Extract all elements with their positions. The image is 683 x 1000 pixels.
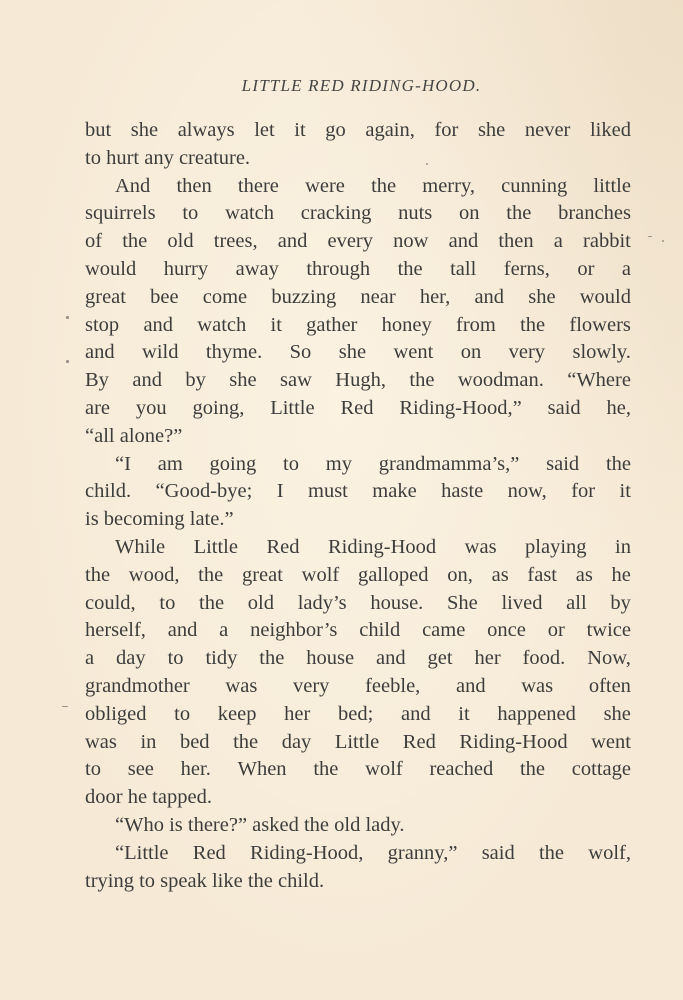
word: child xyxy=(359,619,401,642)
word: neighbor’s xyxy=(250,619,338,642)
word: child. xyxy=(85,480,132,503)
word: going, xyxy=(192,396,245,419)
word: he xyxy=(611,563,631,586)
word: Hugh, xyxy=(335,369,386,392)
word: he, xyxy=(606,396,631,419)
word: “Where xyxy=(567,369,631,392)
word: Red xyxy=(192,841,226,864)
word: wolf, xyxy=(588,841,631,864)
word: tidy xyxy=(205,647,238,670)
word: lived xyxy=(501,591,543,614)
word: cunning xyxy=(501,174,568,197)
word: great xyxy=(85,285,126,308)
word: Little xyxy=(334,730,380,753)
word: she xyxy=(229,369,257,392)
word: twice xyxy=(586,619,631,642)
word: grandmother xyxy=(85,674,190,697)
word: the xyxy=(122,230,148,253)
word: fast xyxy=(527,563,557,586)
word: great xyxy=(241,563,283,586)
text-line xyxy=(85,117,631,145)
line-text: door he tapped. xyxy=(85,786,212,809)
word: rabbit xyxy=(583,230,631,253)
word: So xyxy=(289,341,312,364)
word: and xyxy=(474,285,505,308)
word: to xyxy=(159,591,176,614)
word: and xyxy=(167,619,198,642)
word: the xyxy=(506,202,532,225)
running-head xyxy=(0,76,683,96)
word: nuts xyxy=(398,202,433,225)
word: saw xyxy=(280,369,312,392)
word: grandmamma’s,” xyxy=(378,452,520,475)
word: cottage xyxy=(571,758,631,781)
word: ferns, xyxy=(503,257,550,280)
word: get xyxy=(427,647,453,670)
word: her, xyxy=(419,285,451,308)
word: lady’s xyxy=(297,591,347,614)
word: as xyxy=(575,563,593,586)
margin-speck xyxy=(66,316,69,319)
word: to xyxy=(283,452,299,475)
text-line xyxy=(85,284,631,312)
word: tall xyxy=(450,257,477,280)
word: never xyxy=(524,119,571,141)
word: bed xyxy=(179,730,210,753)
word: She xyxy=(447,591,478,614)
word: and xyxy=(401,702,431,725)
word: she xyxy=(477,119,506,141)
text-line xyxy=(85,562,631,590)
word: my xyxy=(325,452,352,475)
line-text: to hurt any creature. xyxy=(85,146,251,169)
text-line xyxy=(85,478,631,506)
word: for xyxy=(434,119,459,141)
word: bed; xyxy=(338,702,374,725)
word: the xyxy=(85,563,111,586)
word: on xyxy=(460,341,482,364)
word: was xyxy=(225,674,258,697)
text-line xyxy=(85,617,631,645)
word: liked xyxy=(589,119,631,141)
word: woodman. xyxy=(457,369,544,392)
word: went xyxy=(591,730,631,753)
word: to xyxy=(182,202,199,225)
line-text: “all alone?” xyxy=(85,424,183,447)
word: every xyxy=(327,230,373,253)
word: old xyxy=(167,230,194,253)
word: wolf xyxy=(301,563,340,586)
word: Riding-Hood,” xyxy=(399,396,522,419)
word: obliged xyxy=(85,702,147,725)
word: said xyxy=(547,396,581,419)
body-text xyxy=(85,117,631,895)
word: bee xyxy=(150,285,179,308)
word: and xyxy=(455,674,486,697)
word: would xyxy=(579,285,631,308)
word: wood, xyxy=(128,563,180,586)
word: for xyxy=(571,480,596,503)
word: are xyxy=(85,396,111,419)
word: granny,” xyxy=(387,841,458,864)
text-line xyxy=(85,200,631,228)
word: very xyxy=(292,674,330,697)
word: away xyxy=(235,257,279,280)
word: Red xyxy=(266,535,300,558)
word: I xyxy=(276,480,284,503)
word: thyme. xyxy=(205,341,263,364)
word: or xyxy=(547,619,565,642)
word: the xyxy=(519,758,546,781)
word: little xyxy=(593,174,631,197)
word: the xyxy=(259,647,285,670)
text-line xyxy=(85,868,631,896)
word: Riding-Hood xyxy=(327,535,437,558)
word: said xyxy=(481,841,515,864)
text-line xyxy=(85,784,631,812)
word: on xyxy=(459,202,480,225)
word: While xyxy=(115,535,166,558)
word: it xyxy=(294,119,306,141)
word: but xyxy=(85,119,112,141)
text-line xyxy=(85,145,631,173)
word: through xyxy=(306,257,371,280)
word: once xyxy=(487,619,526,642)
word: buzzing xyxy=(271,285,337,308)
word: she xyxy=(528,285,556,308)
word: And xyxy=(115,174,151,197)
word: the xyxy=(313,758,339,781)
word: flowers xyxy=(569,313,631,336)
text-line xyxy=(85,673,631,701)
text-line xyxy=(85,312,631,340)
word: and xyxy=(448,230,479,253)
word: herself, xyxy=(85,619,146,642)
text-line xyxy=(85,701,631,729)
word: feeble, xyxy=(365,674,421,697)
word: now xyxy=(393,230,429,253)
word: there xyxy=(237,174,279,197)
margin-speck xyxy=(66,360,69,363)
word: were xyxy=(305,174,345,197)
word: playing xyxy=(525,535,587,558)
word: cracking xyxy=(300,202,372,225)
word: branches xyxy=(558,202,631,225)
text-line xyxy=(85,590,631,618)
word: make xyxy=(372,480,417,503)
text-line xyxy=(85,840,631,868)
word: Red xyxy=(340,396,374,419)
word: Little xyxy=(193,535,238,558)
word: she xyxy=(338,341,367,364)
word: house. xyxy=(370,591,424,614)
text-line xyxy=(85,367,631,395)
word: the xyxy=(371,174,397,197)
word: all xyxy=(566,591,587,614)
word: it xyxy=(270,313,282,336)
word: she xyxy=(130,119,159,141)
word: galloped xyxy=(357,563,429,586)
word: keep xyxy=(217,702,257,725)
word: the xyxy=(198,563,224,586)
word: watch xyxy=(197,313,247,336)
word: day xyxy=(116,647,146,670)
word: food. xyxy=(522,647,566,670)
word: the xyxy=(409,369,435,392)
word: in xyxy=(615,535,631,558)
word: on, xyxy=(447,563,473,586)
word: house xyxy=(306,647,355,670)
text-line xyxy=(85,228,631,256)
word: the xyxy=(605,452,631,475)
word: to xyxy=(174,702,191,725)
text-line xyxy=(85,339,631,367)
margin-dash xyxy=(62,706,68,707)
word: it xyxy=(458,702,470,725)
word: and xyxy=(132,369,162,392)
word: by xyxy=(185,369,206,392)
word: again, xyxy=(365,119,415,141)
word: was xyxy=(521,674,554,697)
word: and xyxy=(143,313,174,336)
word: am xyxy=(157,452,183,475)
word: the xyxy=(397,257,423,280)
word: happened xyxy=(497,702,576,725)
word: the xyxy=(520,313,546,336)
text-line xyxy=(85,423,631,451)
word: often xyxy=(588,674,631,697)
word: her xyxy=(474,647,501,670)
word: from xyxy=(456,313,496,336)
word: came xyxy=(422,619,466,642)
word: reached xyxy=(429,758,494,781)
word: trees, xyxy=(213,230,258,253)
word: to xyxy=(85,758,101,781)
word: said xyxy=(546,452,580,475)
word: a xyxy=(553,230,563,253)
margin-speck xyxy=(648,236,652,237)
word: you xyxy=(135,396,167,419)
word: the xyxy=(233,730,259,753)
word: going xyxy=(209,452,257,475)
word: was xyxy=(85,730,117,753)
word: then xyxy=(176,174,212,197)
word: “Good-bye; xyxy=(155,480,253,503)
word: wild xyxy=(142,341,179,364)
word: was xyxy=(464,535,497,558)
line-text: is becoming late.” xyxy=(85,508,234,531)
word: must xyxy=(308,480,348,503)
word: haste xyxy=(441,480,484,503)
word: her. xyxy=(180,758,211,781)
margin-speck xyxy=(662,240,664,242)
word: come xyxy=(202,285,248,308)
word: let xyxy=(254,119,275,141)
word: it xyxy=(619,480,631,503)
word: to xyxy=(167,647,184,670)
word: would xyxy=(85,257,137,280)
word: then xyxy=(498,230,534,253)
text-line xyxy=(85,395,631,423)
word: a xyxy=(219,619,229,642)
line-text: trying to speak like the child. xyxy=(85,869,325,892)
word: honey xyxy=(381,313,432,336)
word: could, xyxy=(85,591,136,614)
word: stop xyxy=(85,313,120,336)
word: in xyxy=(140,730,157,753)
word: When xyxy=(237,758,287,781)
word: now, xyxy=(507,480,547,503)
running-head-text: LITTLE RED RIDING-HOOD. xyxy=(241,76,482,95)
text-line xyxy=(85,645,631,673)
margin-speck xyxy=(426,163,428,165)
word: and xyxy=(375,647,406,670)
text-line xyxy=(85,506,631,534)
word: or xyxy=(577,257,595,280)
word: Riding-Hood, xyxy=(250,841,364,864)
word: watch xyxy=(225,202,275,225)
word: “Little xyxy=(115,841,169,864)
word: see xyxy=(127,758,154,781)
word: hurry xyxy=(163,257,209,280)
word: near xyxy=(360,285,396,308)
text-line xyxy=(85,729,631,757)
word: wolf xyxy=(365,758,403,781)
word: go xyxy=(325,119,346,141)
word: slowly. xyxy=(572,341,631,364)
word: gather xyxy=(306,313,358,336)
word: went xyxy=(393,341,434,364)
text-line xyxy=(85,812,631,840)
word: very xyxy=(508,341,546,364)
word: merry, xyxy=(422,174,476,197)
word: as xyxy=(491,563,509,586)
word: and xyxy=(277,230,308,253)
word: always xyxy=(177,119,235,141)
word: a xyxy=(621,257,631,280)
word: a xyxy=(85,647,95,670)
word: old xyxy=(247,591,274,614)
text-line xyxy=(85,451,631,479)
word: Little xyxy=(270,396,315,419)
word: “I xyxy=(115,452,131,475)
word: the xyxy=(199,591,225,614)
text-line xyxy=(85,173,631,201)
word: day xyxy=(281,730,312,753)
word: she xyxy=(603,702,631,725)
word: by xyxy=(610,591,631,614)
word: By xyxy=(85,369,109,392)
word: Now, xyxy=(587,647,631,670)
text-line xyxy=(85,256,631,284)
word: her xyxy=(284,702,311,725)
word: and xyxy=(85,341,115,364)
word: the xyxy=(538,841,565,864)
word: of xyxy=(85,230,103,253)
word: squirrels xyxy=(85,202,156,225)
text-line xyxy=(85,534,631,562)
word: Red xyxy=(402,730,436,753)
line-text: “Who is there?” asked the old lady. xyxy=(115,813,405,836)
word: Riding-Hood xyxy=(459,730,568,753)
text-line xyxy=(85,756,631,784)
